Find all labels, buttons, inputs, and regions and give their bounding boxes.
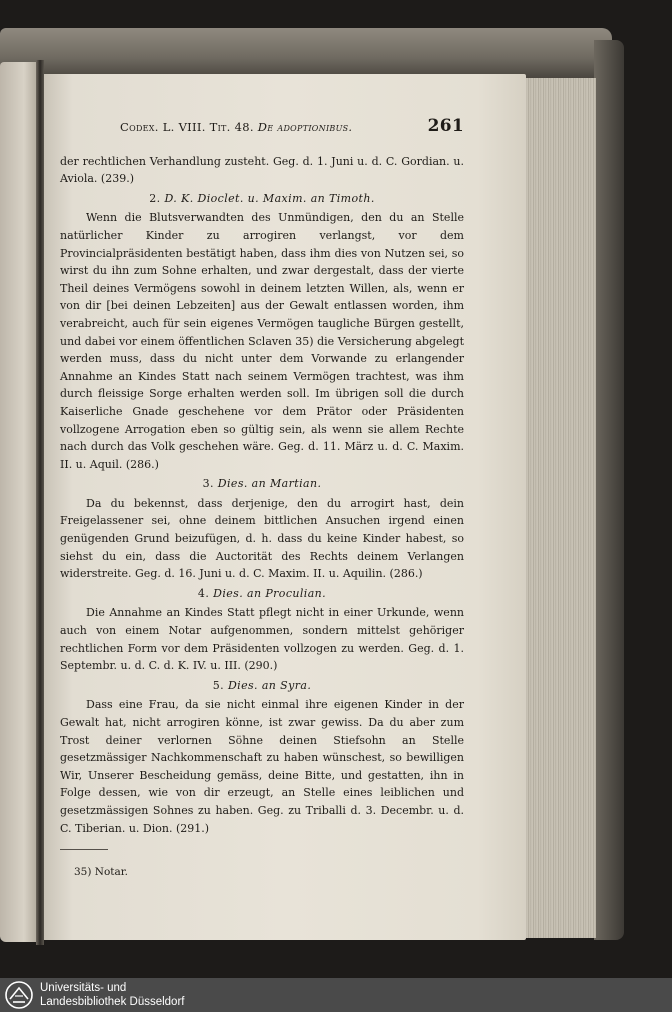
paragraph-section-5: Dass eine Frau, da sie nicht einmal ihre eigenen Kinder in der Gewalt hat, nicht arrogiren könne, ist zwar gewiss. Da du aber zum Trost deiner verlornen Söhne deinen Stiefsohn an Stelle gesetzmässiger Nachkommenschaft zu haben wünschest, so bewilligen Wir, Unserer Bescheidung gemäss, deine Bitte, und gestatten, ihn in Folge dessen, wie von dir erzeugt, an Stelle eines leiblichen und gesetzmässigen Sohnes zu haben. Geg. zu Triballi d. 3. Decembr. u. d. C. Tiberian. u. Dion. (291.): [60, 698, 464, 835]
footnote-divider: [60, 849, 108, 850]
library-name-line1: Universitäts- und: [40, 982, 127, 994]
page-edges: [524, 78, 596, 938]
section-title: Dies. an Proculian.: [213, 586, 327, 600]
paragraph-section-3: Da du bekennst, dass derjenige, den du arrogirt hast, dein Freigelassener sei, ohne deinem bittlichen Ansuchen irgend einen genügenden Grund beizufügen, d. h. dass du keine Kinder habest, so siehst du ein, dass die Auctorität des Rechts deinem Verlangen widerstreite. Geg. d. 16. Juni u. d. C. Maxim. II. u. Aquilin. (286.): [60, 496, 464, 581]
section-number: 2.: [149, 191, 161, 205]
section-heading-5: [60, 677, 464, 695]
footnote: 35) Notar.: [74, 866, 128, 879]
section-number: 5.: [212, 678, 225, 692]
section-title: D. K. Dioclet. u. Maxim. an Timoth.: [164, 191, 375, 205]
section-number: 3.: [202, 477, 214, 491]
running-head: [60, 118, 464, 137]
section-title: Dies. an Syra.: [227, 678, 312, 692]
section-number: 4.: [197, 586, 210, 600]
library-logo-icon[interactable]: [4, 980, 34, 1010]
section-heading-3: [60, 475, 464, 493]
book-spine: [36, 60, 44, 945]
library-footer-bar: [0, 978, 672, 1012]
page-text: [60, 118, 464, 882]
paragraph-section-2: Wenn die Blutsverwandten des Unmündigen, den du an Stelle natürlicher Kinder zu arrogiren verlangst, vor dem Provincialpräsidenten bestätigt haben, dass ihm dies von Nutzen sei, so wirst du ihn zum Sohne erhalten, und zwar dergestalt, dass der vierte Theil deines Vermögens sowohl in deinem letzten Willen, als, wenn er von dir [bei deinen Lebzeiten] aus der Gewalt entlassen worden, ihm verabreicht, auch für sein eigenes Vermögen taugliche Bürgen gestellt, und dabei vor einem öffentlichen Sclaven 35) die Versicherung abgelegt werden muss, dass du nicht unter dem Vorwande zu erlangender Annahme an Kindes Statt nach seinem Vermögen trachtest, was ihm durch fleissige Sorge erhalten werden soll. Im übrigen soll die durch Kaiserliche Gnade geschehene vor dem Prätor oder Präsidenten vollzogene Arrogation eben so gültig sein, als wenn sie allem Rechte nach durch das Volk geschehen wäre. Geg. d. 11. März u. d. C. Maxim. II. u. Aquil. (286.): [60, 211, 464, 471]
book-cover-right: [594, 40, 624, 940]
page-number: 261: [427, 116, 464, 136]
library-name-line2: Landesbibliothek Düsseldorf: [40, 996, 185, 1008]
running-head-title: [120, 119, 352, 137]
running-head-text: Codex. L. VIII. Tit. 48.: [120, 120, 254, 134]
left-page-edge: [0, 62, 40, 942]
paragraph-section-4: Die Annahme an Kindes Statt pflegt nicht in einer Urkunde, wenn auch von einem Notar aufgenommen, sondern mittelst gehöriger rechtlichen Form vor dem Präsidenten vollzogen zu werden. Geg. d. 1. Septembr. u. d. C. d. K. IV. u. III. (290.): [60, 606, 464, 673]
paragraph-intro: der rechtlichen Verhandlung zusteht. Geg. d. 1. Juni u. d. C. Gordian. u. Aviola. (239.): [60, 154, 464, 186]
running-head-italic: De adoptionibus.: [257, 120, 353, 134]
section-heading-4: [60, 585, 464, 603]
section-heading-2: [60, 190, 464, 208]
library-name[interactable]: [40, 981, 184, 1009]
book-cover-top: [0, 28, 612, 78]
section-title: Dies. an Martian.: [217, 477, 322, 491]
